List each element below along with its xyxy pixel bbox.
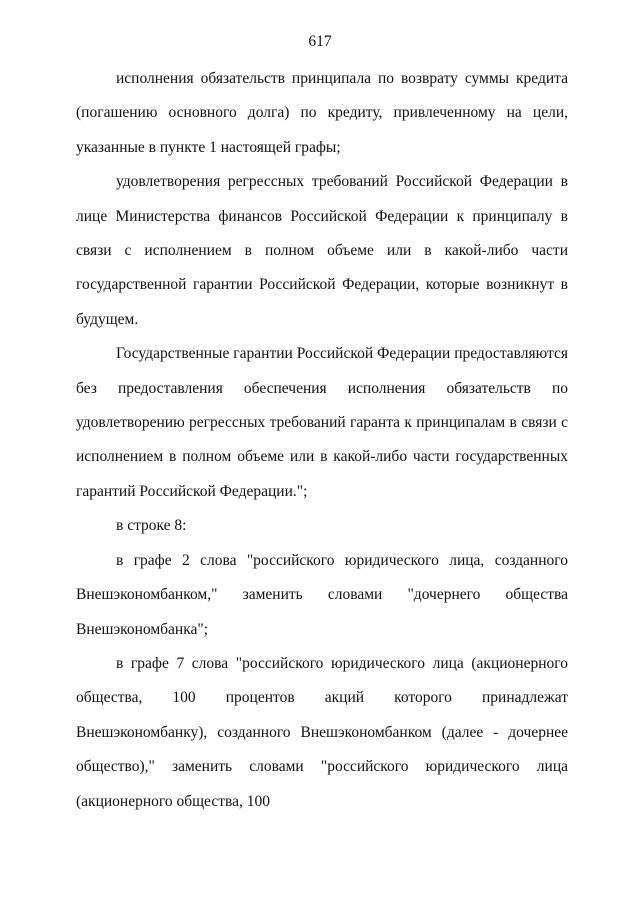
- page-number: 617: [308, 33, 332, 50]
- paragraph: исполнения обязательств принципала по возврату суммы кредита (погашению основного долга) по кредиту, привлеченному на цели, указанные в пункте 1 настоящей графы;: [76, 70, 568, 156]
- paragraph: в строке 8:: [116, 517, 187, 535]
- paragraph: удовлетворения регрессных требований Российской Федерации в лице Министерства финансов Российской Федерации к принципалу в связи с исполнением в полном объеме или в какой-либо части государственной гарантии Российской Федерации, которые возникнут в будущем.: [76, 173, 568, 328]
- paragraph: в графе 7 слова "российского юридического лица (акционерного общества, 100 процентов акций которого принадлежат Внешэкономбанку), созданного Внешэкономбанком (далее - дочернее общество)," заменить словами "российского юридического лица (акционерного общества, 100: [76, 654, 568, 810]
- document-body: [76, 62, 568, 819]
- paragraph: в графе 2 слова "российского юридического лица, созданного Внешэкономбанком," заменить словами "дочернего общества Внешэкономбанка";: [76, 551, 568, 638]
- paragraph: Государственные гарантии Российской Федерации предоставляются без предоставления обеспечения исполнения обязательств по удовлетворению регрессных требований гаранта к принципалам в связи с исполнением в полном объеме или в какой-либо части государственных гарантий Российской Федерации.";: [76, 345, 568, 500]
